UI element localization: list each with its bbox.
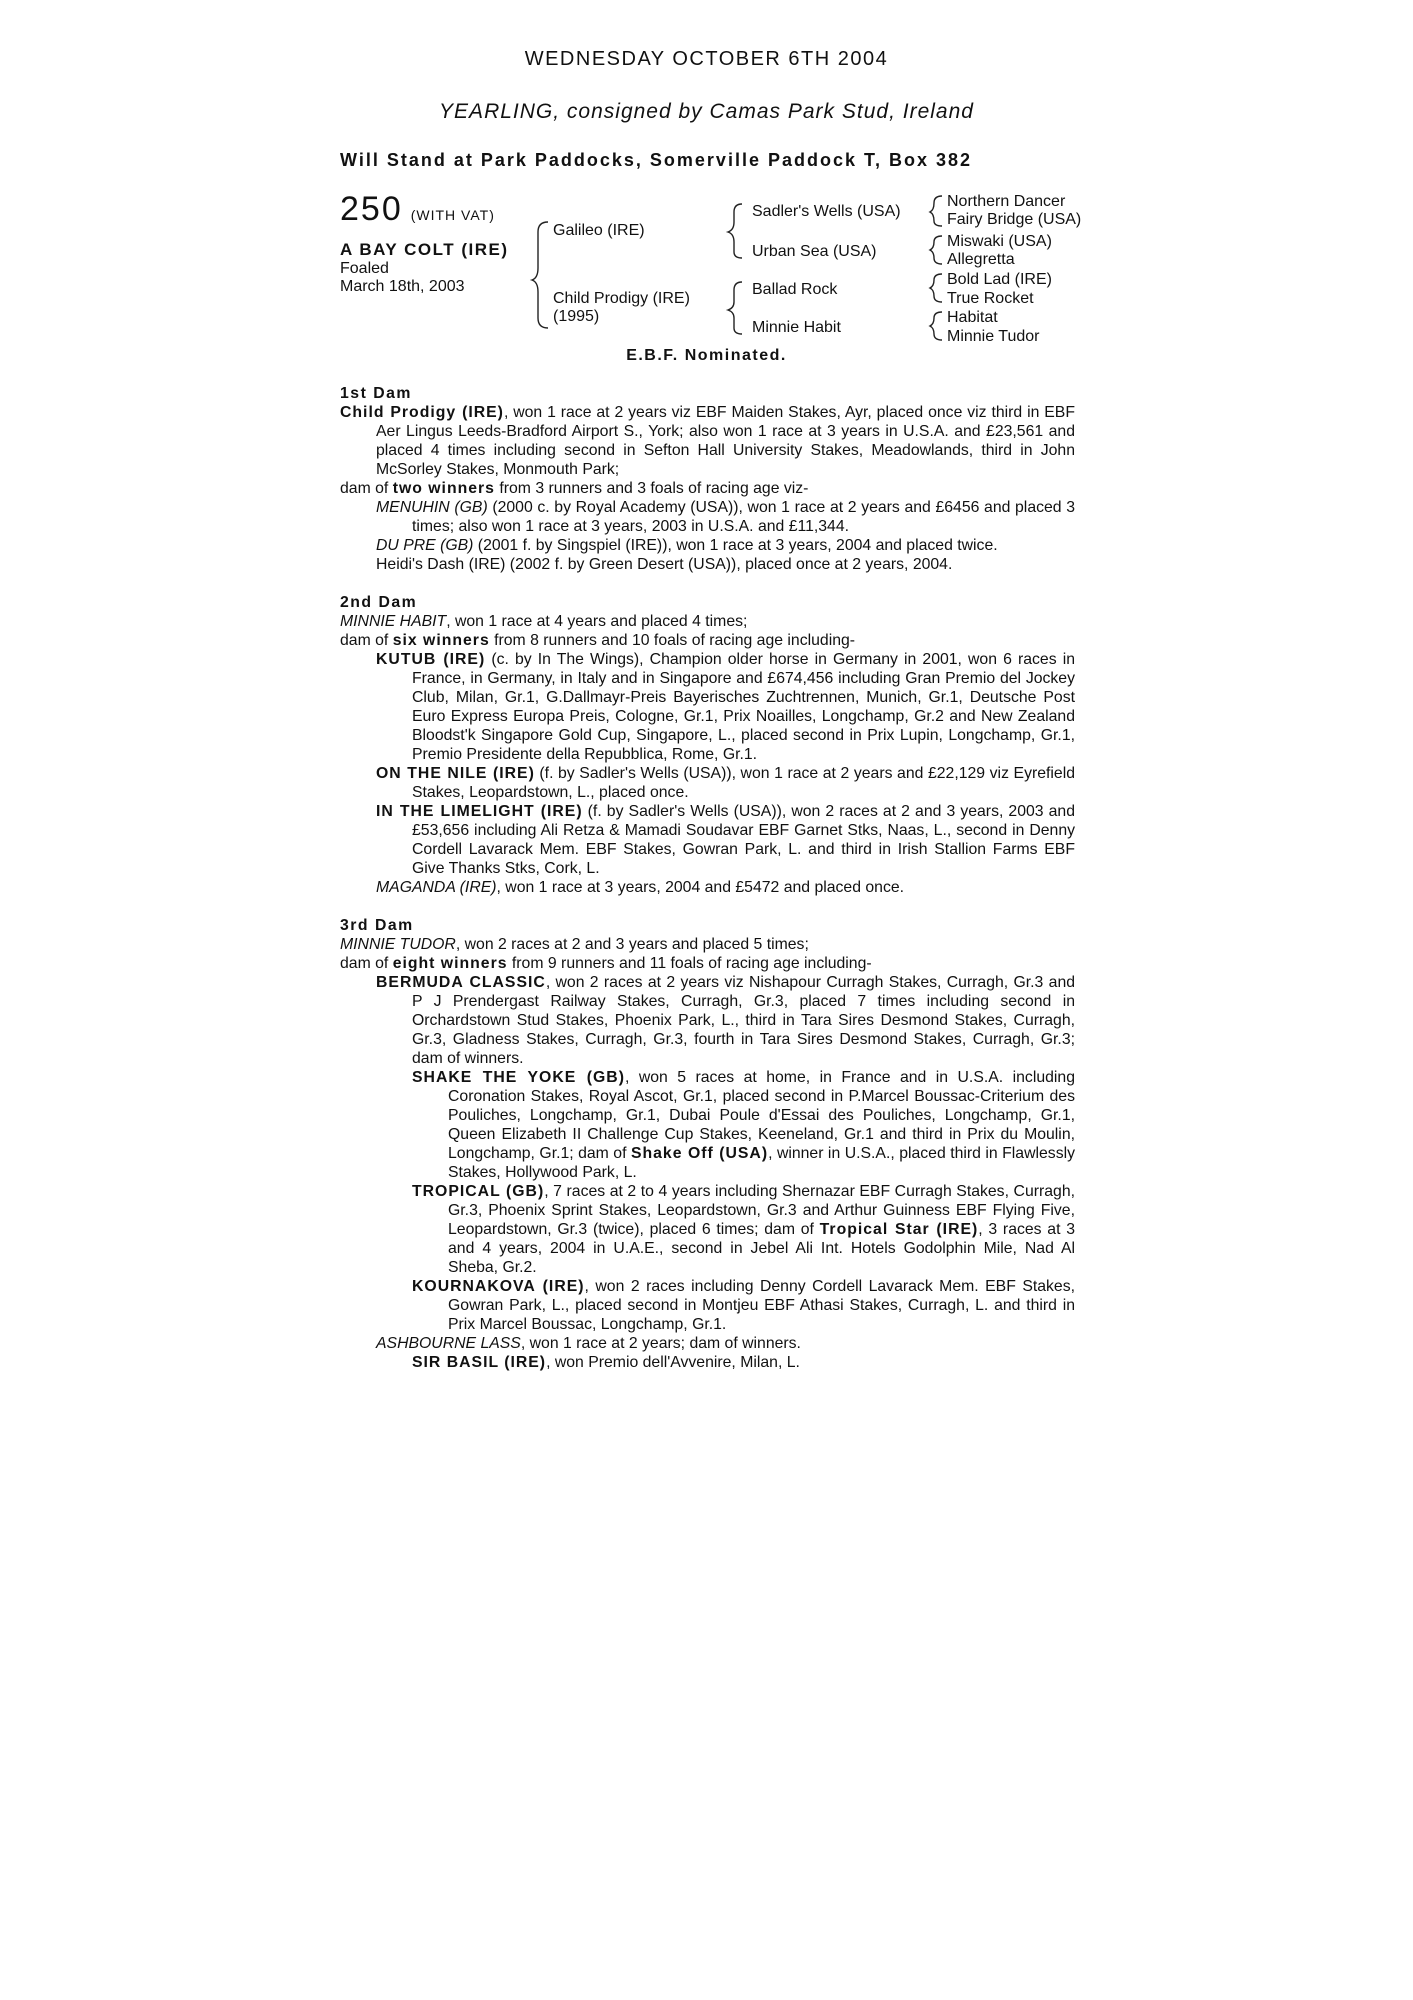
first-dam-heading: 1st Dam [340,385,412,402]
pedigree-ss-sire: Northern Dancer [947,193,1066,210]
produce-item: SIR BASIL (IRE), won Premio dell'Avvenire, Milan, L. [412,1354,800,1371]
produce-item: KUTUB (IRE) (c. by In The Wings), Champion older horse in Germany in 2001, won 6 races in France, in Germany, in Italy and in Singapore and £674,456 including Gran Premio del Jockey Club, Milan, Gr.1, G.Dallmayr-Preis Bayerisches Zuchtrennen, Munich, Gr.1, Deutsche Post Euro Express Europa Preis, Cologne, Gr.1, Prix Noailles, Longchamp, Gr.2 and New Zealand Bloodst'k Singapore Gold Cup, Singapore, L., placed second in Prix Lupin, Longchamp, Gr.1, Premio Presidente della Repubblica, Rome, Gr.1. [376,651,1075,763]
produce-item: IN THE LIMELIGHT (IRE) (f. by Sadler's Wells (USA)), won 2 races at 2 and 3 years, 2003 and £53,656 including Ali Retza & Mamadi Soudavar EBF Garnet Stks, Naas, L., second in Denny Cordell Lavarack Mem. EBF Stakes, Gowran Park, L. and third in Irish Stallion Farms EBF Give Thanks Stks, Cork, L. [376,803,1076,877]
pedigree-sire-sire: Sadler's Wells (USA) [752,203,901,220]
vat-note: (WITH VAT) [410,207,495,223]
second-dam-heading: 2nd Dam [340,594,418,611]
pedigree-dam-year: (1995) [553,308,600,325]
pedigree-dam-dam: Minnie Habit [752,319,841,336]
produce-name: ASHBOURNE LASS [376,1335,521,1352]
pedigree-sire-dam: Urban Sea (USA) [752,243,877,260]
first-dam-produce-summary: dam of two winners from 3 runners and 3 foals of racing age viz- [340,480,809,497]
pedigree-sd-sire: Miswaki (USA) [947,233,1052,250]
produce-item: MAGANDA (IRE), won 1 race at 3 years, 2004 and £5472 and placed once. [376,879,905,896]
third-dam-heading: 3rd Dam [340,917,414,934]
lot-number: 250 [340,190,403,228]
produce-name: TROPICAL (GB) [412,1183,545,1200]
produce-item: MENUHIN (GB) (2000 c. by Royal Academy (USA)), won 1 race at 2 years and £6456 and placed 3 times; also won 1 race at 3 years, 2003 in U.S.A. and £11,344. [376,499,1075,535]
produce-item: SHAKE THE YOKE (GB), won 5 races at home, in France and in U.S.A. including Coronation Stakes, Royal Ascot, Gr.1, placed second in P.Marcel Boussac-Criterium des Pouliches, Longchamp, Gr.1, Dubai Poule d'Essai des Pouliches, Longchamp, Gr.1, Queen Elizabeth II Challenge Cup Stakes, Keeneland, Gr.1 and third in Prix du Moulin, Longchamp, Gr.1; dam of Shake Off (USA), winner in U.S.A., placed third in Flawlessly Stakes, Hollywood Park, L. [412,1069,1075,1181]
lot-description: A BAY COLT (IRE) [340,240,509,259]
produce-name: ON THE NILE (IRE) [376,765,535,782]
first-dam-name: Child Prodigy (IRE) [340,404,504,421]
produce-name: BERMUDA CLASSIC [376,974,546,991]
produce-name: KUTUB (IRE) [376,651,486,668]
pedigree-dd-dam: Minnie Tudor [947,328,1040,345]
produce-item: KOURNAKOVA (IRE), won 2 races including Denny Cordell Lavarack Mem. EBF Stakes, Gowran Park, L., placed second in Montjeu EBF Athasi Stakes, Curragh, L. and third in Prix Marcel Boussac, Longchamp, Gr.1. [412,1278,1075,1333]
produce-name: MAGANDA (IRE) [376,879,497,896]
second-dam-name: MINNIE HABIT [340,613,447,630]
produce-name: MENUHIN (GB) [376,499,488,516]
produce-name: DU PRE (GB) [376,537,474,554]
second-dam-produce-summary: dam of six winners from 8 runners and 10 foals of racing age including- [340,632,856,649]
produce-name: IN THE LIMELIGHT (IRE) [376,803,583,820]
produce-item: Heidi's Dash (IRE) (2002 f. by Green Desert (USA)), placed once at 2 years, 2004. [376,556,953,573]
first-dam-record [340,403,1075,479]
third-dam-winners: eight winners [392,955,508,972]
pedigree-braces [0,0,1413,400]
third-dam-name: MINNIE TUDOR [340,936,456,953]
pedigree-dam [553,290,690,326]
pedigree-ds-dam: True Rocket [947,290,1034,307]
produce-item: BERMUDA CLASSIC, won 2 races at 2 years viz Nishapour Curragh Stakes, Curragh, Gr.3 and P J Prendergast Railway Stakes, Curragh, Gr.3, placed 7 times including second in Orchardstown Stud Stakes, Phoenix Park, L., third in Tara Sires Desmond Stakes, Curragh, Gr.3, Gladness Stakes, Curragh, Gr.3, fourth in Tara Sires Desmond Stakes, Curragh, Gr.3; dam of winners. [376,974,1076,1067]
catalogue-body [340,384,1075,1372]
produce-name: KOURNAKOVA (IRE) [412,1278,585,1295]
second-dam-record: MINNIE HABIT, won 1 race at 4 years and placed 4 times; [340,613,748,630]
pedigree-dam-name: Child Prodigy (IRE) [553,290,690,307]
produce-item: DU PRE (GB) (2001 f. by Singspiel (IRE)), won 1 race at 3 years, 2004 and placed twice. [376,537,998,554]
first-dam-text: , won 1 race at 2 years viz EBF Maiden Stakes, Ayr, placed once viz third in EBF Aer Lingus Leeds-Bradford Airport S., York; also won 1 race at 3 years in U.S.A. and £23,561 and placed 4 times including second in Sefton Hall University Stakes, Meadowlands, third in John McSorley Stakes, Monmouth Park; [376,404,1075,478]
produce-item: TROPICAL (GB), 7 races at 2 to 4 years including Shernazar EBF Curragh Stakes, Curragh, Gr.3, Phoenix Sprint Stakes, Leopardstown, Gr.3 and Arthur Guinness EBF Flying Five, Leopardstown, Gr.3 (twice), placed 6 times; dam of Tropical Star (IRE), 3 races at 3 and 4 years, 2004 in U.A.E., second in Jebel Ali Int. Hotels Godolphin Mile, Nad Al Sheba, Gr.2. [412,1183,1075,1276]
produce-name: Tropical Star (IRE) [819,1221,979,1238]
pedigree-ss-dam: Fairy Bridge (USA) [947,211,1082,228]
consignor-line: YEARLING, consigned by Camas Park Stud, Ireland [439,100,974,123]
foaled-date: March 18th, 2003 [340,278,465,295]
produce-item: ON THE NILE (IRE) (f. by Sadler's Wells (USA)), won 1 race at 2 years and £22,129 viz Eyrefield Stakes, Leopardstown, L., placed once. [376,765,1075,801]
pedigree-dam-sire: Ballad Rock [752,281,838,298]
produce-name: Shake Off (USA) [630,1145,769,1162]
foaled-label: Foaled [340,260,389,277]
third-dam-produce-summary: dam of eight winners from 9 runners and 11 foals of racing age including- [340,955,872,972]
pedigree-ds-sire: Bold Lad (IRE) [947,271,1052,288]
produce-item: ASHBOURNE LASS, won 1 race at 2 years; dam of winners. [376,1335,801,1352]
pedigree-sire: Galileo (IRE) [553,222,645,239]
pedigree-dd-sire: Habitat [947,309,998,326]
stand-location: Will Stand at Park Paddocks, Somerville Paddock T, Box 382 [340,150,973,170]
sale-date: WEDNESDAY OCTOBER 6TH 2004 [524,48,889,70]
ebf-nomination: E.B.F. Nominated. [626,347,787,364]
pedigree-sd-dam: Allegretta [947,251,1015,268]
second-dam-winners: six winners [392,632,490,649]
third-dam-record: MINNIE TUDOR, won 2 races at 2 and 3 years and placed 5 times; [340,936,809,953]
produce-name: SHAKE THE YOKE (GB) [412,1069,625,1086]
produce-name: SIR BASIL (IRE) [412,1354,547,1371]
first-dam-winners: two winners [392,480,495,497]
